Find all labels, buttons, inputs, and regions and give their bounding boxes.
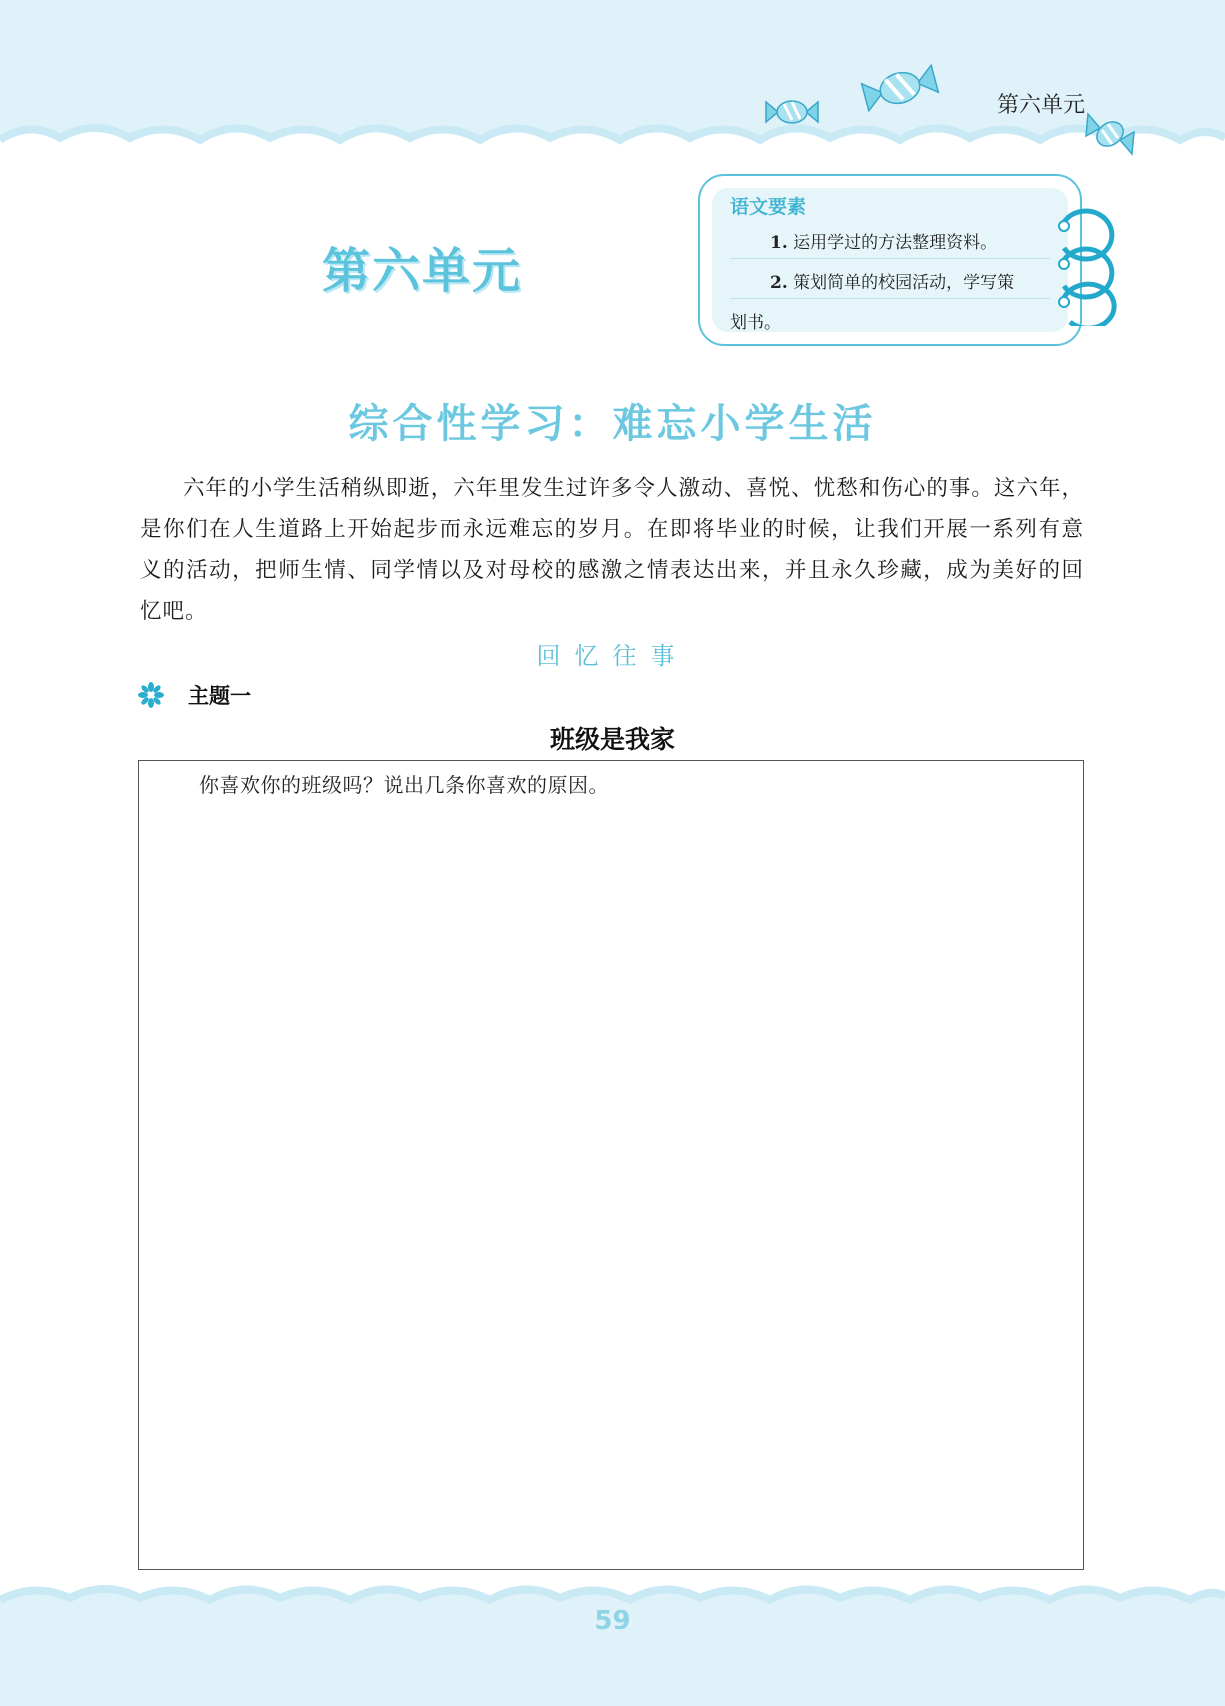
candy-icon [1080,108,1140,160]
theme-label: 主题一 [188,684,251,708]
requirement-number: 2. [770,273,788,293]
intro-paragraph: 六年的小学生活稍纵即逝，六年里发生过许多令人激动、喜悦、忧愁和伤心的事。这六年，是你们在人生道路上开始起步而永远难忘的岁月。在即将毕业的时候，让我们开展一系列有意义的活动，把师生情、同学情以及对母校的感激之情表达出来，并且永久珍藏，成为美好的回忆吧。 [140,476,1084,624]
main-title: 综合性学习：难忘小学生活 [348,400,877,447]
requirement-number: 1. [770,233,788,253]
unit-title: 第六单元 [322,243,523,299]
box-title: 班级是我家 [549,725,675,754]
requirement-text: 运用学过的方法整理资料。 [793,233,998,253]
requirement-continuation: 划书。 [730,313,781,333]
requirement-item-1 [770,228,997,253]
requirements-box [698,174,1082,346]
divider [730,298,1050,299]
section-heading: 回忆往事 [536,642,689,670]
requirement-item-2 [770,268,1014,293]
page-number: 59 [594,1606,631,1636]
divider [730,258,1050,259]
ring-binder-icon [1050,198,1122,326]
requirements-label: 语文要素 [730,196,807,218]
candy-icon [762,92,822,132]
question-prompt: 你喜欢你的班级吗？说出几条你喜欢的原因。 [199,773,609,797]
bottom-cloud-band [0,1580,1225,1706]
running-head: 第六单元 [996,93,1085,118]
answer-box[interactable] [138,760,1084,1570]
flower-bullet-icon [138,682,164,708]
requirement-text: 策划简单的校园活动，学写策 [793,273,1015,293]
